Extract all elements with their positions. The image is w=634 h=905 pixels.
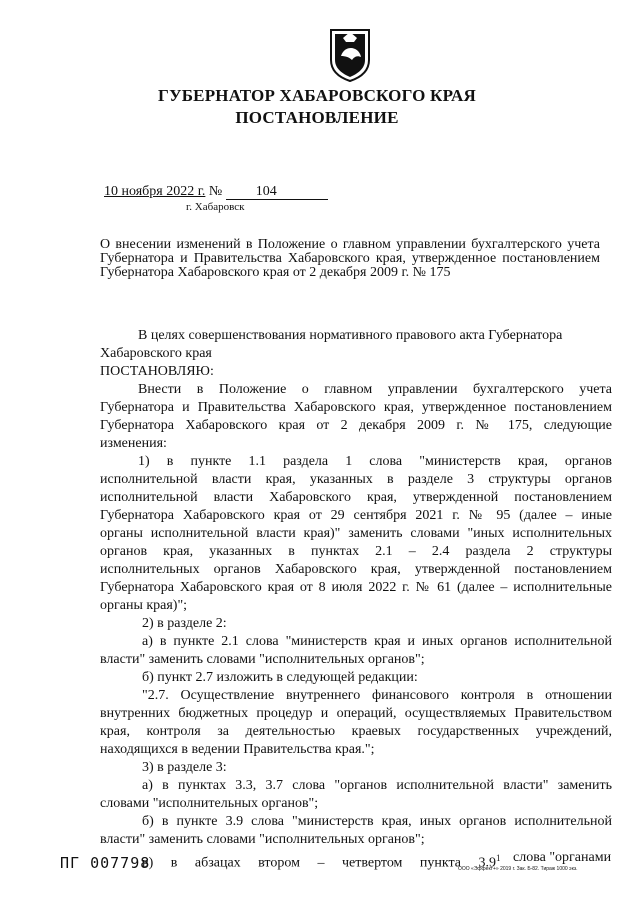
body-line: Хабаровского края (100, 346, 212, 361)
document-date: 10 ноября 2022 г. (104, 184, 206, 199)
body-line: 2) в разделе 2: (142, 616, 227, 631)
body-line: власти" заменить словами "исполнительных органов"; (100, 832, 425, 847)
body-line: б) пункт 2.7 изложить в следующей редакции: (142, 670, 418, 685)
body-line: б) в пункте 3.9 слова "министерств края, иных органов исполнительной (142, 814, 612, 829)
body-line (142, 849, 501, 873)
body-line: находящихся в ведении Правительства края."; (100, 742, 375, 757)
body-line: внутренних бюджетных процедур и операций, осуществляемых Правительством (100, 706, 612, 721)
body-line: исполнительной власти края, указанных в разделе 3 структуры органов (100, 472, 612, 487)
body-line: Внести в Положение о главном управлении бухгалтерского учета (138, 382, 612, 397)
body-line: В целях совершенствования нормативного правового акта Губернатора (138, 328, 563, 343)
document-number: 104 (226, 185, 328, 200)
document-type-title: ПОСТАНОВЛЕНИЕ (235, 108, 399, 127)
number-label: № (208, 184, 223, 199)
body-line: края, контроля за деятельностью краевых государственных учреждений, (100, 724, 612, 739)
superscript: 1 (496, 853, 501, 863)
document-date-number (104, 184, 328, 200)
coat-of-arms-emblem (327, 26, 373, 82)
body-line: 1) в пункте 1.1 раздела 1 слова "министерств края, органов (138, 454, 612, 469)
body-line: Губернатора Хабаровского края от 29 сентября 2021 г. № 95 (далее – иные (100, 508, 612, 523)
body-line-text: в) в абзацах втором – четвертом пункта 3.9 (142, 855, 497, 871)
body-line: Губернатора Хабаровского края от 2 декабря 2009 г. № 175, следующие (100, 418, 612, 433)
body-line: Губернатора Хабаровского края от 8 июля 2022 г. № 61 (далее – исполнительные (100, 580, 612, 595)
document-subject: О внесении изменений в Положение о главном управлении бухгалтерского учета Губернатора и Правительства Хабаровского края, утвержденное постановлением Губернатора Хабаровского края от 2 декабря 2009 г. № 175 (100, 237, 600, 280)
body-line: 3) в разделе 3: (142, 760, 227, 775)
body-line: а) в пункте 2.1 слова "министерств края и иных органов исполнительной (142, 634, 612, 649)
body-line: исполнительной власти Хабаровского края, утвержденной постановлением (100, 490, 612, 505)
form-serial-stamp: ПГ 007798 (60, 854, 151, 872)
body-line: исполнительных органов Хабаровского края, утвержденной постановлением (100, 562, 612, 577)
print-info: ООО «Эффект+» 2019 г. Зак. Б-82. Тираж 1000 экз. (458, 866, 578, 872)
body-line: а) в пунктах 3.3, 3.7 слова "органов исполнительной власти" заменить (142, 778, 612, 793)
body-line: слова "органами (513, 850, 612, 865)
body-line: власти" заменить словами "исполнительных органов"; (100, 652, 425, 667)
body-line: "2.7. Осуществление внутреннего финансового контроля в отношении (142, 688, 612, 703)
body-line: органы исполнительной власти края)" заменить словами "иных исполнительных (100, 526, 612, 541)
body-line: изменения: (100, 436, 167, 451)
document-authority-title: ГУБЕРНАТОР ХАБАРОВСКОГО КРАЯ (158, 86, 476, 105)
body-line: Губернатора и Правительства Хабаровского края, утвержденное постановлением (100, 400, 612, 415)
body-line: словами "исполнительных органов"; (100, 796, 319, 811)
document-city: г. Хабаровск (186, 201, 245, 213)
body-line: ПОСТАНОВЛЯЮ: (100, 364, 214, 379)
body-line: органы края)"; (100, 598, 188, 613)
body-line: органов края, указанных в пунктах 2.1 – 2.4 раздела 2 структуры (100, 544, 612, 559)
